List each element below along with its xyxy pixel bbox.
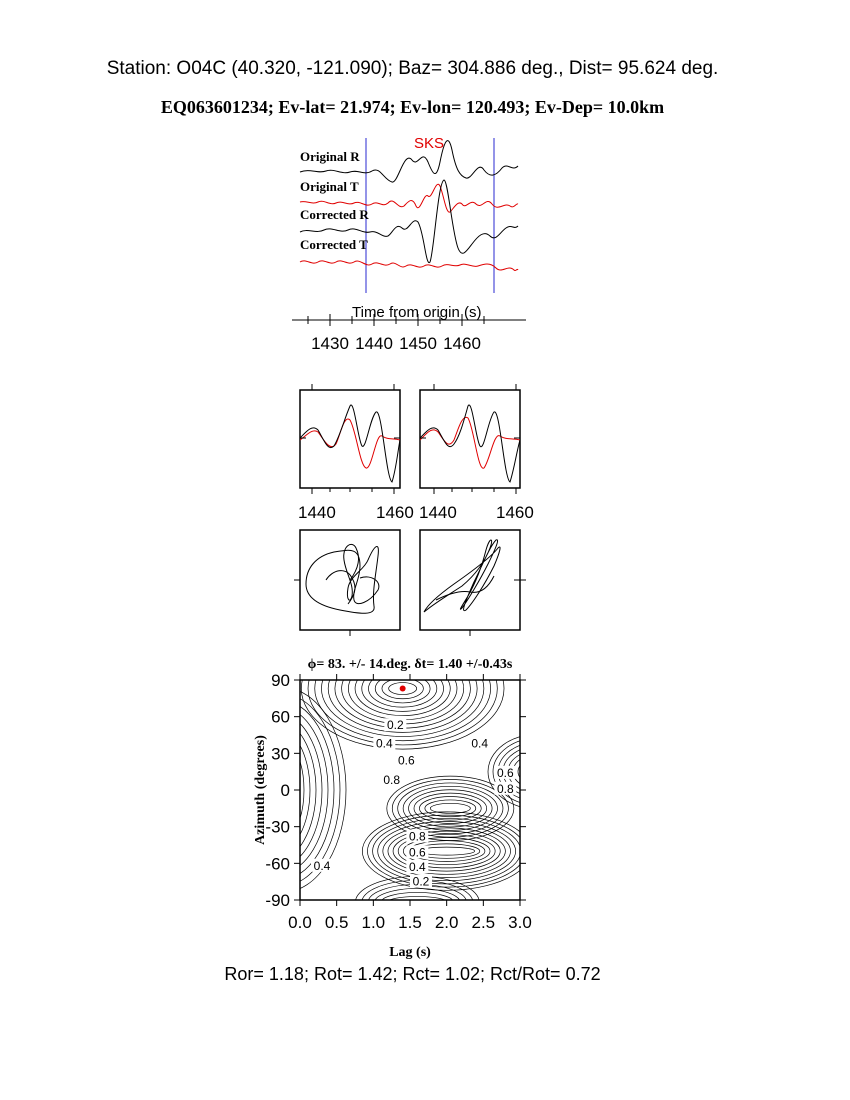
energy-x-tick-label: 2.5 <box>471 913 496 932</box>
contour-label: 0.4 <box>471 736 489 751</box>
energy-x-tick-label: 3.0 <box>508 913 532 932</box>
best-fit-marker <box>400 686 406 692</box>
window-corrected-r <box>420 405 520 482</box>
energy-x-tick-label: 0.0 <box>288 913 312 932</box>
window-original-tick-1440: 1440 <box>298 503 336 522</box>
contour-label: 0.6 <box>496 765 514 780</box>
contour-label: 0.8 <box>383 773 401 788</box>
contour-label: 0.4 <box>375 736 393 751</box>
window-original-t <box>300 419 400 468</box>
trace-label-original-r: Original R <box>300 149 360 164</box>
particle-motion-corrected-panel <box>420 530 526 636</box>
trace-panel <box>292 135 526 353</box>
particle-motion-original-path <box>306 544 379 613</box>
particle-motion-corrected-path <box>424 540 500 612</box>
trace-corrected-t <box>300 261 518 271</box>
window-original-panel <box>298 384 414 522</box>
contour-label: 0.4 <box>408 860 426 874</box>
ratio-summary: Ror= 1.18; Rot= 1.42; Rct= 1.02; Rct/Rot= 0.72 <box>224 964 601 984</box>
energy-y-tick-label: 60 <box>271 707 290 727</box>
contour-label: 0.8 <box>496 781 514 796</box>
window-corrected-tick-1460: 1460 <box>496 503 534 522</box>
energy-x-tick-label: 1.5 <box>398 913 422 932</box>
window-original-tick-1460: 1460 <box>376 503 414 522</box>
contour-label: 0.6 <box>408 845 426 860</box>
trace-x-tick-label: 1440 <box>355 334 393 353</box>
phase-label: SKS <box>414 135 445 152</box>
contour-label: 0.2 <box>386 718 404 733</box>
energy-grid-xlabel: Lag (s) <box>389 945 431 960</box>
energy-grid-panel <box>222 628 592 960</box>
contour-label: 0.8 <box>408 829 426 844</box>
energy-x-tick-label: 0.5 <box>324 913 349 932</box>
energy-x-tick-label: 1.0 <box>361 913 386 932</box>
trace-label-corrected-t: Corrected T <box>300 237 368 252</box>
trace-x-tick-label: 1450 <box>399 334 437 353</box>
window-corrected-panel <box>419 384 534 522</box>
contour-label: 0.6 <box>397 753 415 768</box>
contour-label: 0.2 <box>412 874 430 889</box>
energy-y-tick-label: 0 <box>280 781 290 800</box>
trace-label-original-t: Original T <box>300 179 359 194</box>
event-title: EQ063601234; Ev-lat= 21.974; Ev-lon= 120.493; Ev-Dep= 10.0km <box>160 97 665 117</box>
trace-x-axis-label: Time from origin (s) <box>352 304 482 321</box>
energy-contour-labels <box>311 718 516 888</box>
trace-label-corrected-r: Corrected R <box>300 207 369 222</box>
energy-grid-ylabel: Azimuth (degrees) <box>253 735 268 845</box>
energy-grid-title: ϕ= 83. +/- 14.deg. δt= 1.40 +/-0.43s <box>307 657 513 672</box>
trace-x-tick-label: 1430 <box>311 334 349 353</box>
particle-motion-original-panel <box>294 530 400 636</box>
energy-y-tick-label: -90 <box>265 891 290 910</box>
energy-y-tick-label: -60 <box>265 854 290 874</box>
energy-y-tick-label: 30 <box>271 744 290 764</box>
window-original-r <box>300 405 400 482</box>
contour-label: 0.4 <box>313 858 331 873</box>
station-title: Station: O04C (40.320, -121.090); Baz= 304.886 deg., Dist= 95.624 deg. <box>106 58 719 79</box>
energy-x-tick-label: 2.0 <box>434 913 459 932</box>
trace-x-tick-label: 1460 <box>443 334 481 353</box>
energy-y-tick-label: 90 <box>271 671 290 690</box>
energy-y-tick-label: -30 <box>265 817 290 837</box>
window-corrected-tick-1440: 1440 <box>419 503 457 522</box>
